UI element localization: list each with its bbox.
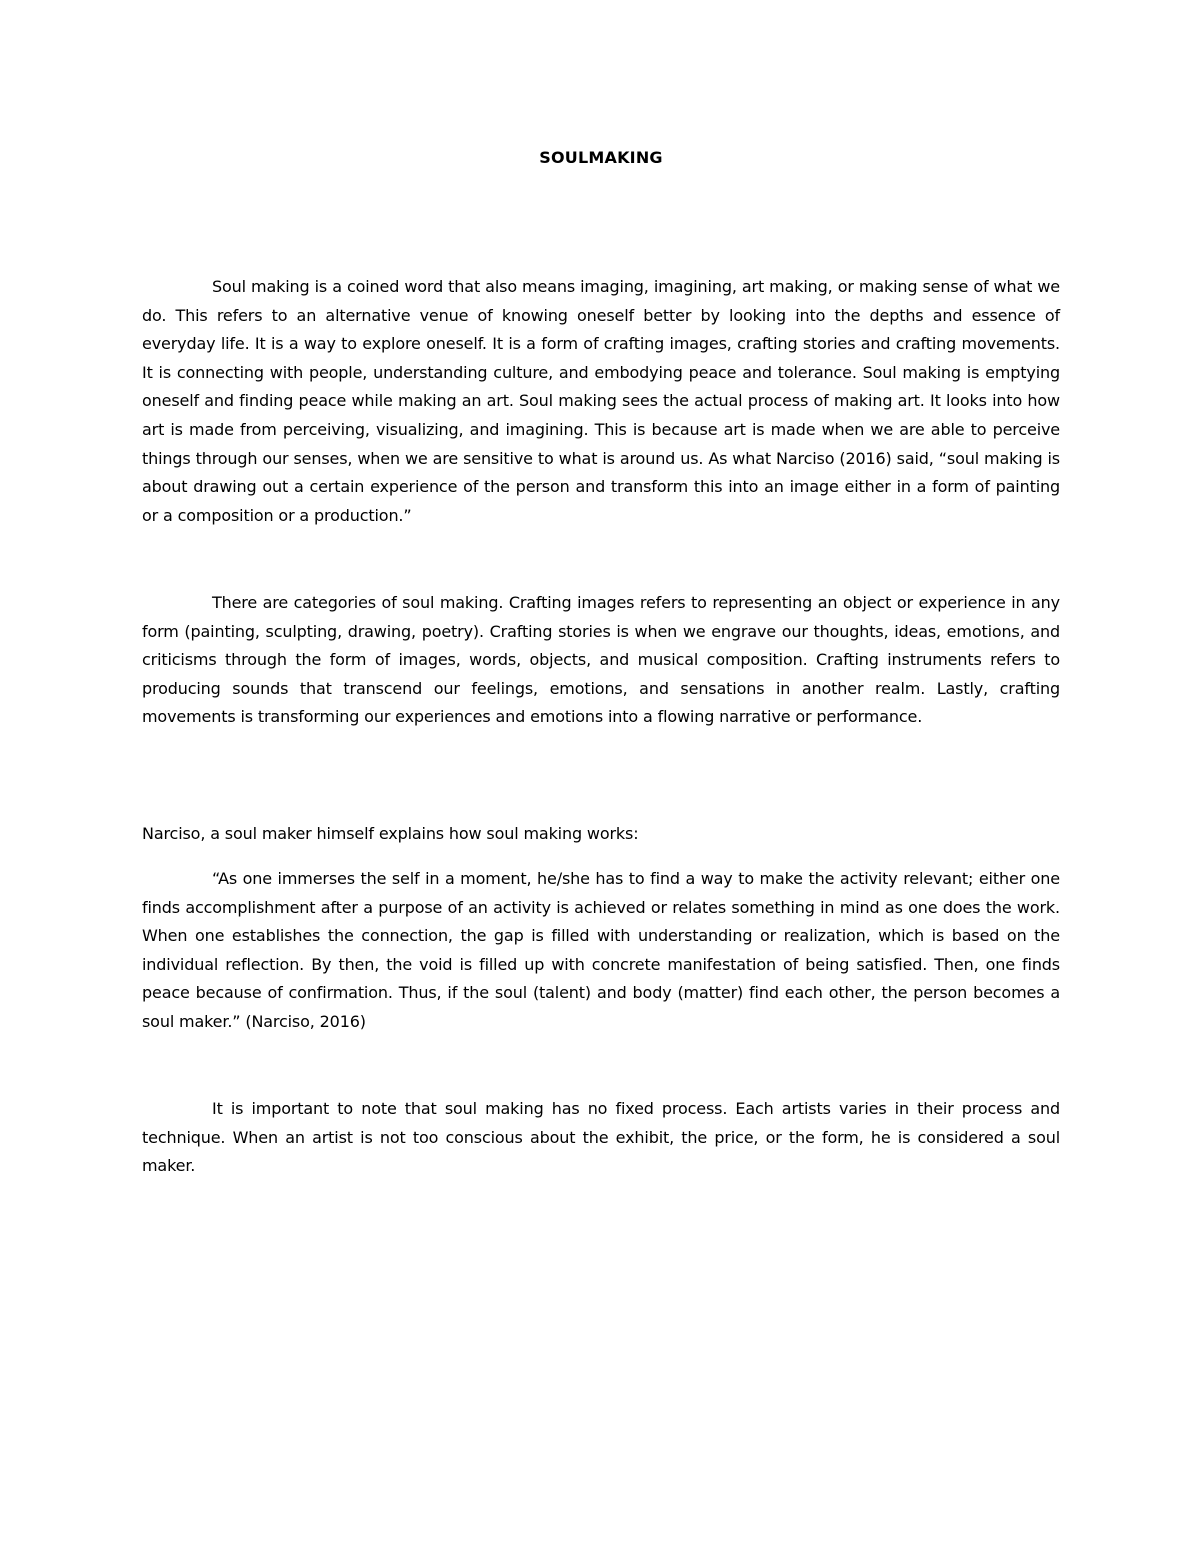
paragraph-intro-quote: Narciso, a soul maker himself explains how soul making works: [142,824,639,843]
paragraph-categories: There are categories of soul making. Crafting images refers to representing an object or experience in any form (painting, sculpting, drawing, poetry). Crafting stories is when we engrave our thoughts, ideas, emotions, and criticisms through the form of images, words, objects, and musical composition. Crafting instruments refers to producing sounds that transcend our feelings, emotions, and sensations in another realm. Lastly, crafting movements is transforming our experiences and emotions into a flowing narrative or performance. [142,593,1060,727]
paragraph-quote: “As one immerses the self in a moment, he/she has to find a way to make the activity relevant; either one finds accomplishment after a purpose of an activity is achieved or relates something in mind as one does the work. When one establishes the connection, the gap is filled with understanding or realization, which is based on the individual reflection. By then, the void is filled up with concrete manifestation of being satisfied. Then, one finds peace because of confirmation. Thus, if the soul (talent) and body (matter) find each other, the person becomes a soul maker.” (Narciso, 2016) [142,869,1060,1031]
paragraph-conclusion: It is important to note that soul making has no fixed process. Each artists varies in their process and technique. When an artist is not too conscious about the exhibit, the price, or the form, he is considered a soul maker. [142,1099,1060,1176]
page-title: SOULMAKING [539,148,663,167]
document-page [142,0,1060,1553]
paragraph-definition: Soul making is a coined word that also means imaging, imagining, art making, or making sense of what we do. This refers to an alternative venue of knowing oneself better by looking into the depths and essence of everyday life. It is a way to explore oneself. It is a form of crafting images, crafting stories and crafting movements. It is connecting with people, understanding culture, and embodying peace and tolerance. Soul making is emptying oneself and finding peace while making an art. Soul making sees the actual process of making art. It looks into how art is made from perceiving, visualizing, and imagining. This is because art is made when we are able to perceive things through our senses, when we are sensitive to what is around us. As what Narciso (2016) said, “soul making is about drawing out a certain experience of the person and transform this into an image either in a form of painting or a composition or a production.” [142,277,1060,525]
